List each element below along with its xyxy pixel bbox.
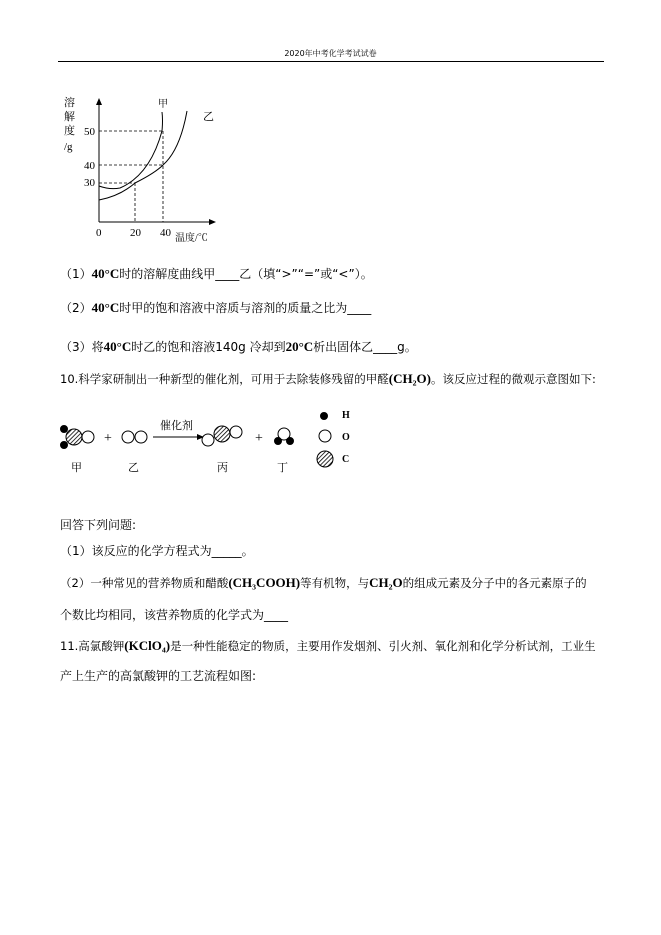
question-9-1: （1）40°C时的溶解度曲线甲____乙（填“>”“=”或“<”）。 xyxy=(60,266,373,281)
question-9-3: （3）将40°C时乙的饱和溶液140g 冷却到20°C析出固体乙____g。 xyxy=(60,339,417,354)
molecule-yi xyxy=(122,431,147,443)
x-tick-20: 20 xyxy=(130,227,141,239)
x-axis-label: 温度/℃ xyxy=(175,233,208,244)
curve-label-jia: 甲 xyxy=(158,99,168,110)
header-rule xyxy=(58,61,604,62)
molecule-bing xyxy=(202,426,242,446)
y-label-4: /g xyxy=(64,141,73,153)
label-jia: 甲 xyxy=(71,462,82,474)
question-10-2: （2）一种常见的营养物质和醋酸(CH₃COOH)等有机物，与CH₂O的组成元素及分子中的各元素原子的 xyxy=(60,575,587,590)
answer-intro: 回答下列问题: xyxy=(60,518,137,532)
question-9-2: （2）40°C时甲的饱和溶液中溶质与溶剂的质量之比为____ xyxy=(60,300,372,315)
curve-label-yi: 乙 xyxy=(203,111,214,123)
label-bing: 丙 xyxy=(217,462,228,474)
label-yi: 乙 xyxy=(128,462,139,474)
y-tick-30: 30 xyxy=(84,177,95,189)
question-10-1: （1）该反应的化学方程式为_____。 xyxy=(60,544,254,558)
reaction-diagram xyxy=(55,405,375,480)
legend-c: C xyxy=(342,454,350,465)
plus-sign: + xyxy=(104,431,112,446)
y-label-1: 溶 xyxy=(64,97,75,109)
molecule-ding xyxy=(275,428,294,445)
y-tick-40: 40 xyxy=(84,160,95,172)
x-tick-0: 0 xyxy=(96,227,102,239)
molecule-jia xyxy=(61,426,95,449)
legend-h: H xyxy=(342,410,350,421)
x-tick-40: 40 xyxy=(160,227,171,239)
solubility-chart xyxy=(55,90,245,250)
y-tick-50: 50 xyxy=(84,126,95,138)
x-axis-arrow xyxy=(209,219,216,225)
question-11-stem: 11.高氯酸钾(KClO₄)是一种性能稳定的物质，主要用作发烟剂、引火剂、氧化剂和化学分析试剂，工业生 xyxy=(60,638,596,653)
legend-o: O xyxy=(342,432,350,443)
label-ding: 丁 xyxy=(277,462,288,474)
legend xyxy=(317,413,333,468)
question-11-cont: 产上生产的高氯酸钾的工艺流程如图: xyxy=(60,669,257,683)
curve-jia xyxy=(99,112,163,189)
guide-lines xyxy=(99,131,163,222)
question-10-2-cont: 个数比均相同，该营养物质的化学式为____ xyxy=(60,608,289,622)
y-label-2: 解 xyxy=(64,111,75,123)
y-label-3: 度 xyxy=(64,125,75,137)
y-axis-arrow xyxy=(96,98,102,105)
question-10-stem: 10.科学家研制出一种新型的催化剂，可用于去除装修残留的甲醛(CH₂O)。该反应过程的微观示意图如下: xyxy=(60,371,596,386)
catalyst-label: 催化剂 xyxy=(160,420,193,432)
plus-sign: + xyxy=(255,431,263,446)
page-header: 2020年中考化学考试试卷 xyxy=(284,49,377,58)
curve-yi xyxy=(99,111,187,200)
